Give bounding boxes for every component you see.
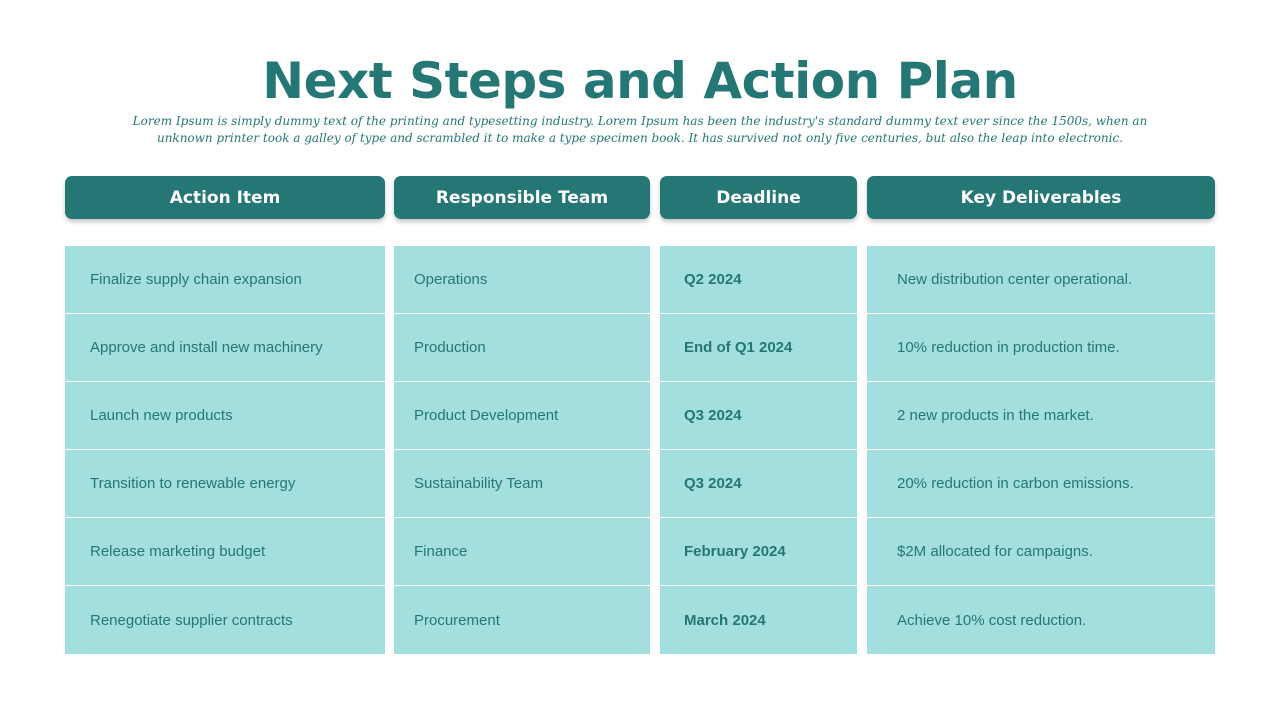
key-deliverables-cells: [867, 246, 1215, 654]
responsible-team-cell: Sustainability Team: [394, 450, 650, 518]
action-item-cell: Release marketing budget: [65, 518, 385, 586]
key-deliverable-cell: 20% reduction in carbon emissions.: [867, 450, 1215, 518]
key-deliverables-header: Key Deliverables: [867, 176, 1215, 219]
key-deliverable-cell: 10% reduction in production time.: [867, 314, 1215, 382]
deadline-cell: March 2024: [660, 586, 857, 654]
responsible-team-cells: [394, 246, 650, 654]
deadline-cell: February 2024: [660, 518, 857, 586]
action-item-header: Action Item: [65, 176, 385, 219]
action-item-cell: Transition to renewable energy: [65, 450, 385, 518]
responsible-team-cell: Product Development: [394, 382, 650, 450]
responsible-team-cell: Production: [394, 314, 650, 382]
responsible-team-cell: Procurement: [394, 586, 650, 654]
page-subtitle: Lorem Ipsum is simply dummy text of the printing and typesetting industry. Lorem Ipsum has been the industry's standard dummy text ever since the 1500s, when an unknown printer took a galley of type and scrambled it to make a type specimen book. It has survived not only five centuries, but also the leap into electronic.: [132, 114, 1148, 145]
page-title: Next Steps and Action Plan: [262, 52, 1018, 110]
action-item-column: [65, 176, 385, 654]
responsible-team-header: Responsible Team: [394, 176, 650, 219]
deadline-cell: Q3 2024: [660, 450, 857, 518]
responsible-team-cell: Operations: [394, 246, 650, 314]
deadline-cell: Q3 2024: [660, 382, 857, 450]
deadline-column: [660, 176, 857, 654]
deadline-cells: [660, 246, 857, 654]
responsible-team-column: [394, 176, 650, 654]
deadline-header: Deadline: [660, 176, 857, 219]
action-item-cell: Approve and install new machinery: [65, 314, 385, 382]
key-deliverables-column: [867, 176, 1215, 654]
key-deliverable-cell: 2 new products in the market.: [867, 382, 1215, 450]
deadline-cell: Q2 2024: [660, 246, 857, 314]
responsible-team-cell: Finance: [394, 518, 650, 586]
key-deliverable-cell: New distribution center operational.: [867, 246, 1215, 314]
action-item-cells: [65, 246, 385, 654]
key-deliverable-cell: Achieve 10% cost reduction.: [867, 586, 1215, 654]
action-item-cell: Finalize supply chain expansion: [65, 246, 385, 314]
key-deliverable-cell: $2M allocated for campaigns.: [867, 518, 1215, 586]
action-item-cell: Launch new products: [65, 382, 385, 450]
action-item-cell: Renegotiate supplier contracts: [65, 586, 385, 654]
deadline-cell: End of Q1 2024: [660, 314, 857, 382]
